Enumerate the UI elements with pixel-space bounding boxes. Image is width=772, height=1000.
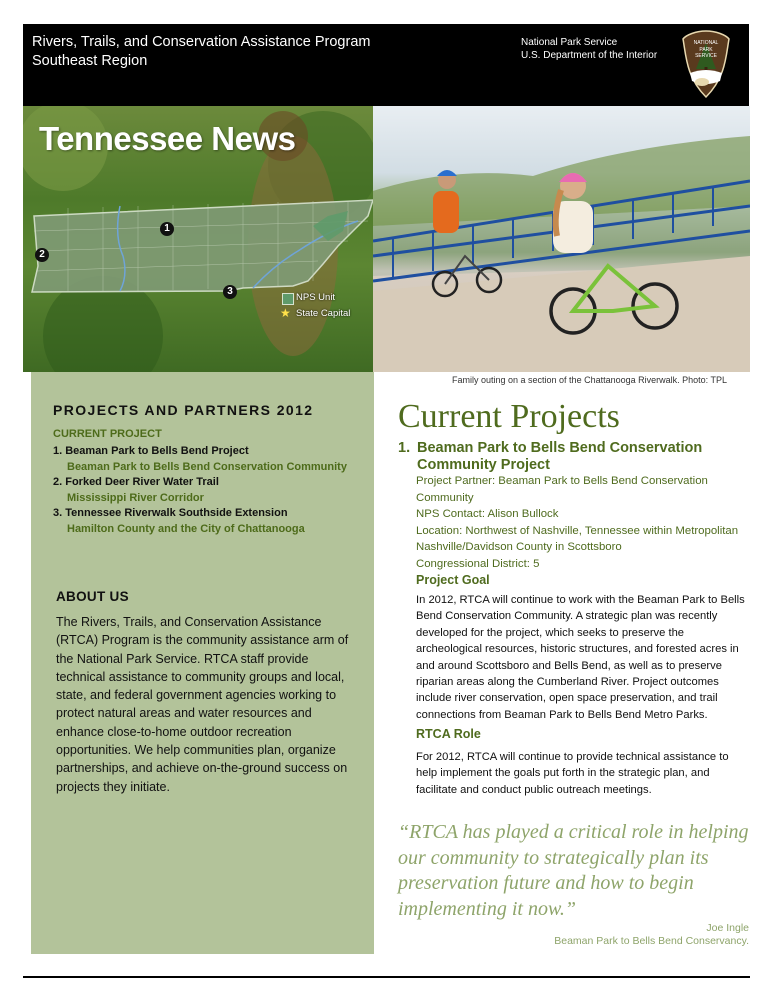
project-number: 1. <box>398 440 411 456</box>
logo-text-2: PARK <box>699 47 713 53</box>
nps-contact-line: NPS Contact: Alison Bullock <box>416 508 559 521</box>
sidebar <box>31 372 374 954</box>
quote-organization: Beaman Park to Bells Bend Conservancy. <box>554 935 749 947</box>
project-title: 3. Tennessee Riverwalk Southside Extension <box>53 507 288 519</box>
legend-nps-unit: NPS Unit <box>296 292 336 303</box>
riverwalk-photo <box>373 106 750 372</box>
nps-unit-swatch <box>282 293 294 305</box>
project-partner: Beaman Park to Bells Bend Conservation Community <box>67 460 347 473</box>
district-line: Congressional District: 5 <box>416 557 540 570</box>
map-marker-3: 3 <box>223 285 237 299</box>
program-name: Rivers, Trails, and Conservation Assistance Program <box>32 34 371 50</box>
list-item <box>53 444 363 475</box>
projects-partners-heading: PROJECTS AND PARTNERS 2012 <box>53 402 314 418</box>
project-partner: Hamilton County and the City of Chattanooga <box>67 522 305 535</box>
star-icon: ★ <box>280 306 291 320</box>
project-goal-body: In 2012, RTCA will continue to work with the Beaman Park to Bells Bend Conservation Community. A strategic plan was recently developed for the project, which seeks to preserve the archeological resources, historic structures, and forested acres in and around Scottsboro and Bells Bend, as well as to preserve riparian areas along the Cumberland River. Project outcomes include river conservation, open space preservation, and trail connections from Beaman Park to Bells Bend Metro Parks. <box>416 594 745 721</box>
department-name: U.S. Department of the Interior <box>521 50 658 61</box>
footer-divider <box>23 976 750 978</box>
logo-text-1: NATIONAL <box>693 40 719 46</box>
project-partner-line: Project Partner: Beaman Park to Bells Bend Conservation Community <box>416 475 708 504</box>
map-marker-1: 1 <box>160 222 174 236</box>
logo-text-3: SERVICE <box>695 53 717 59</box>
project-details <box>416 473 746 573</box>
forest-background <box>23 106 373 372</box>
legend-state-capital: State Capital <box>296 308 351 319</box>
agency-name: National Park Service <box>521 37 618 48</box>
rtca-role-heading: RTCA Role <box>416 727 481 741</box>
list-item <box>53 506 363 537</box>
tennessee-map <box>28 196 388 306</box>
program-title <box>32 33 370 71</box>
quote-author: Joe Ingle <box>706 922 749 934</box>
hero-banner <box>23 106 750 372</box>
region-name: Southeast Region <box>32 53 148 69</box>
project-title: 2. Forked Deer River Water Trail <box>53 476 219 488</box>
riverwalk-illustration <box>373 106 750 372</box>
list-item <box>53 475 363 506</box>
nps-arrowhead-logo <box>680 29 732 99</box>
project-title: 1. Beaman Park to Bells Bend Project <box>53 445 249 457</box>
location-line: Location: Northwest of Nashville, Tennessee within Metropolitan Nashville/Davidson County in Scottsboro <box>416 524 739 554</box>
project-partner: Mississippi River Corridor <box>67 491 204 504</box>
about-heading: ABOUT US <box>56 589 129 604</box>
current-projects-title: Current Projects <box>398 398 620 435</box>
pull-quote: “RTCA has played a critical role in helping our community to strategically plan its preservation future and how to begin implementing it now.” <box>398 821 749 920</box>
rtca-role-body: For 2012, RTCA will continue to provide technical assistance to help implement the goals put forth in the strategic plan, and facilitate and conduct public outreach meetings. <box>416 751 729 796</box>
project-list <box>53 444 363 537</box>
project-goal-heading: Project Goal <box>416 573 490 587</box>
project-name: Beaman Park to Bells Bend Conservation Community Project <box>417 440 703 473</box>
current-project-label: CURRENT PROJECT <box>53 428 162 440</box>
newsletter-title: Tennessee News <box>39 120 296 157</box>
map-marker-2: 2 <box>35 248 49 262</box>
masthead <box>23 24 749 106</box>
agency-block <box>521 36 657 62</box>
about-body: The Rivers, Trails, and Conservation Assistance (RTCA) Program is the community assistance arm of the National Park Service. RTCA staff provide technical assistance to community groups and local, state, and federal government agencies working to protect natural areas and water resources and enhance close-to-home outdoor recreation opportunities. We help communities plan, organize partnerships, and achieve on-the-ground success on projects they initiate. <box>56 615 349 794</box>
photo-caption: Family outing on a section of the Chattanooga Riverwalk. Photo: TPL <box>452 375 727 385</box>
